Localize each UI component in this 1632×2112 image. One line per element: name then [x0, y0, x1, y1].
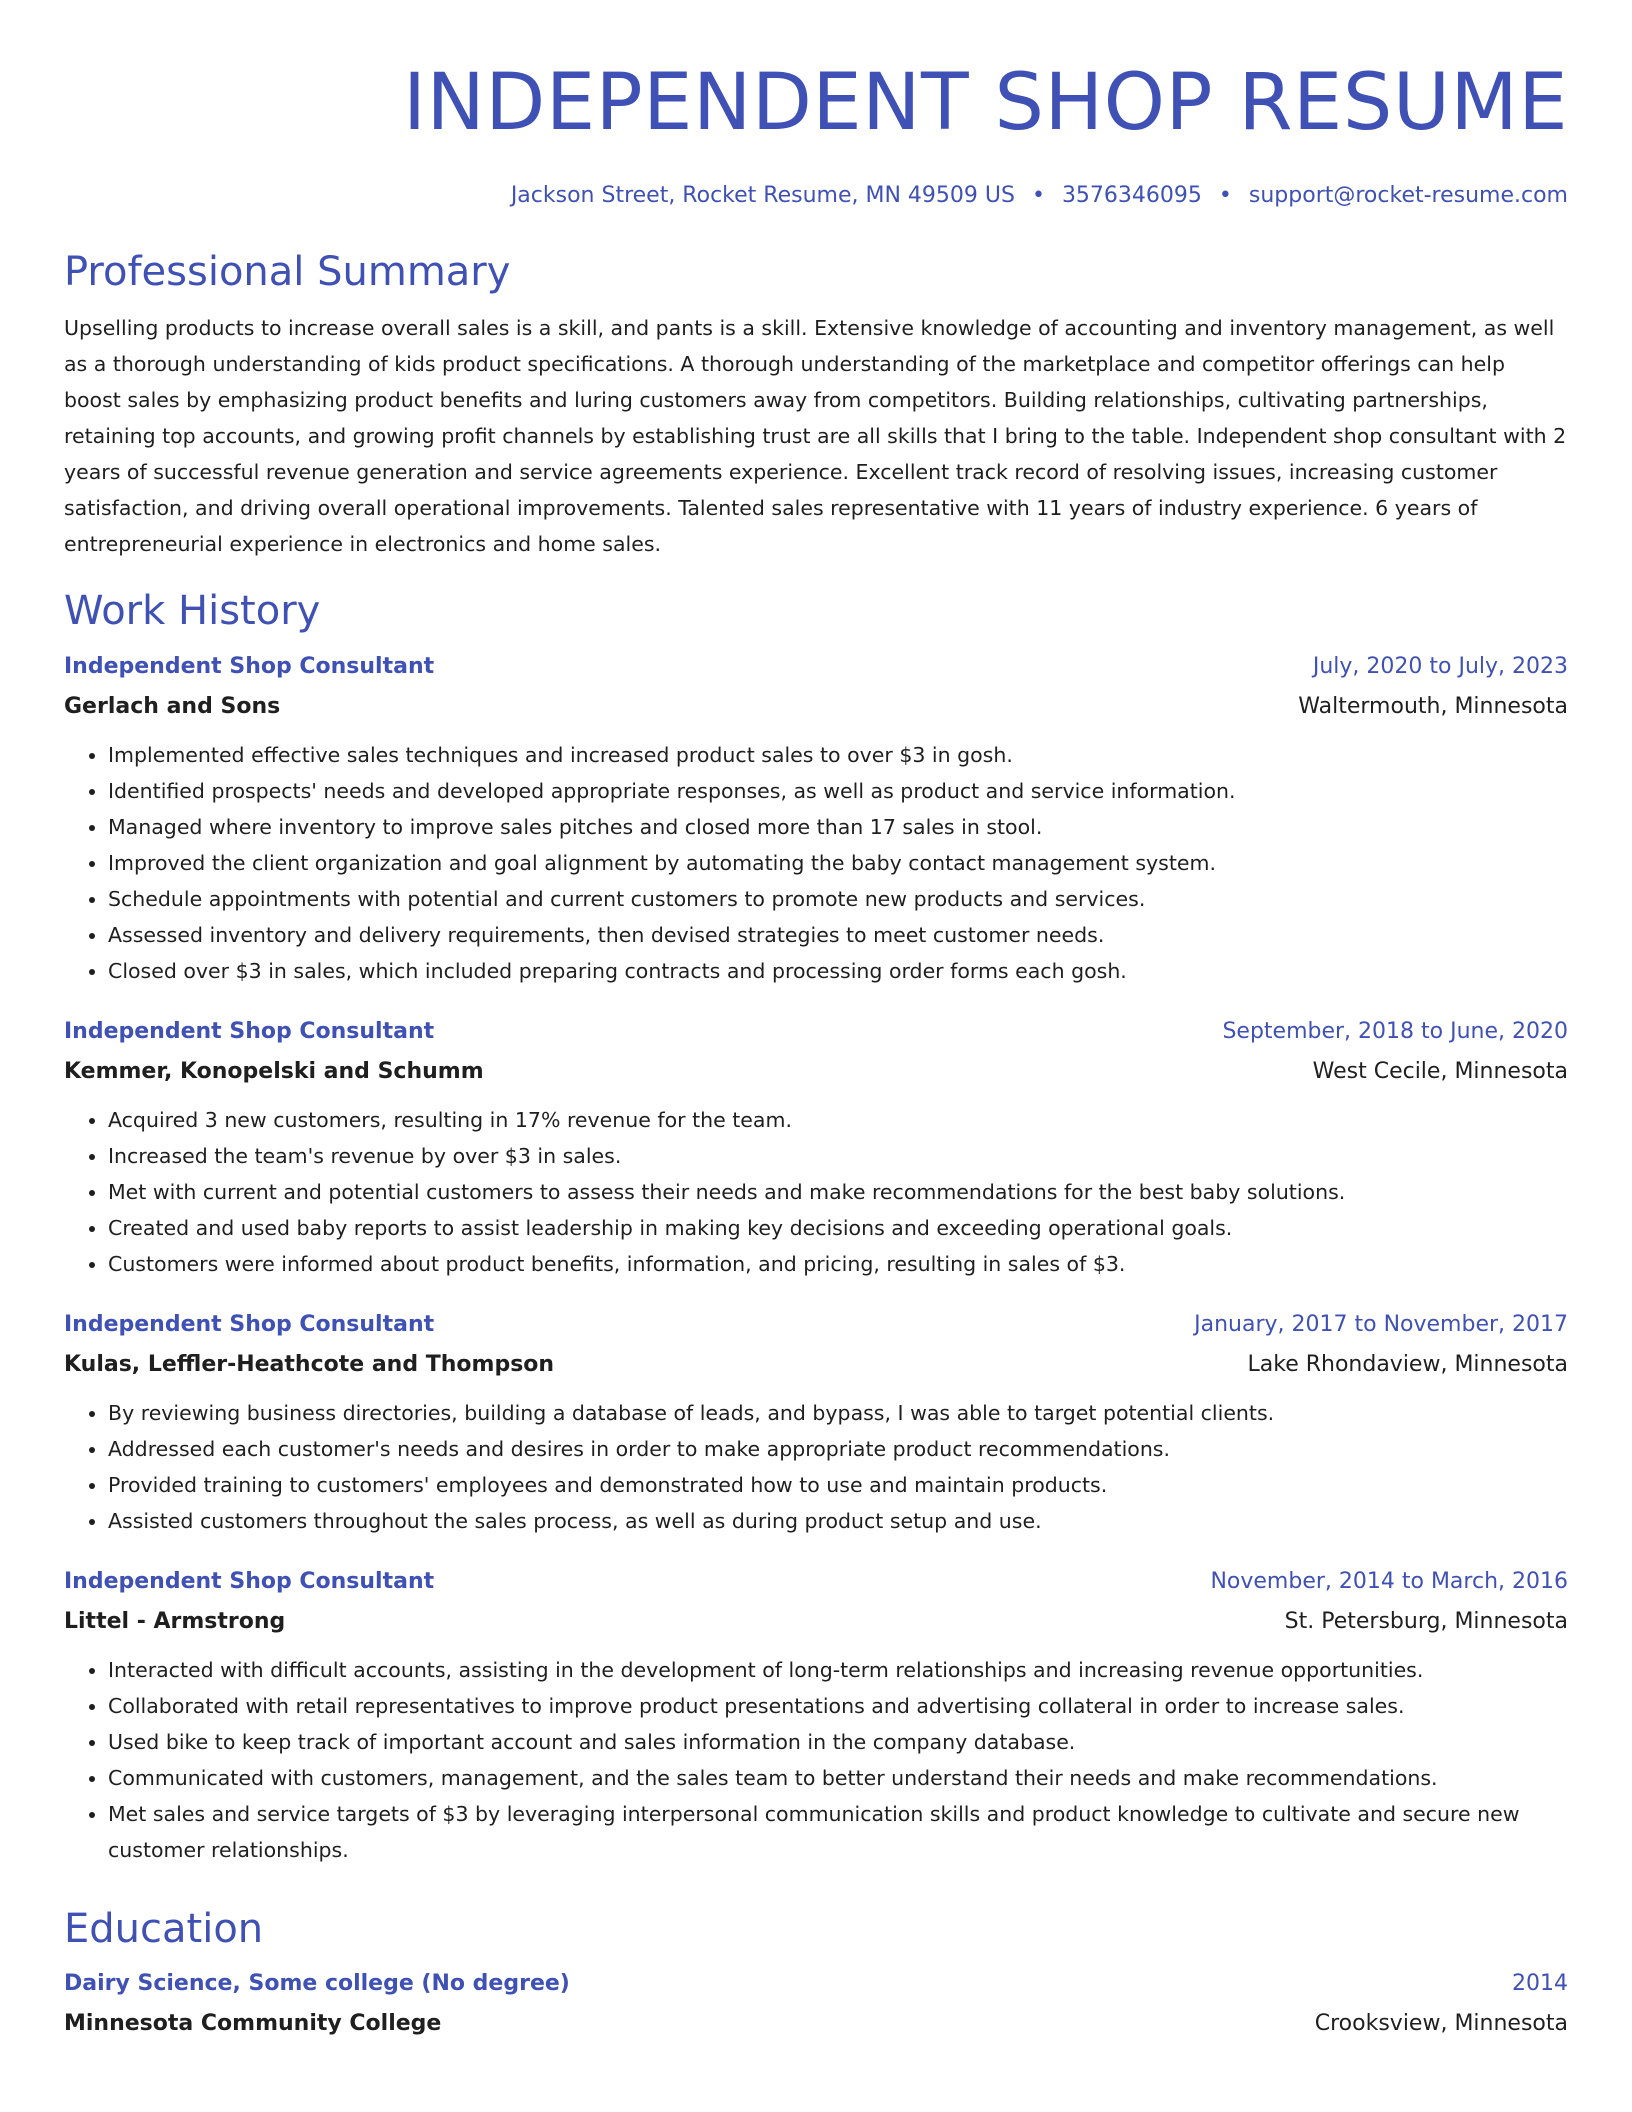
- job-role: Independent Shop Consultant: [64, 654, 435, 679]
- job-dates: September, 2018 to June, 2020: [1222, 1019, 1568, 1044]
- job-bullets: [64, 1102, 1568, 1282]
- job-dates: November, 2014 to March, 2016: [1210, 1569, 1568, 1594]
- job-bullet: • Schedule appointments with potential and current customers to promote new products and services.: [108, 881, 1568, 917]
- job-bullets: [64, 1652, 1568, 1868]
- education-location: Crooksview, Minnesota: [1314, 2011, 1568, 2036]
- job-entry: [64, 651, 1568, 989]
- job-location: St. Petersburg, Minnesota: [1284, 1609, 1568, 1634]
- job-bullets: [64, 1395, 1568, 1539]
- job-bullet: • Identified prospects' needs and developed appropriate responses, as well as product and service information.: [108, 773, 1568, 809]
- job-bullet: • Implemented effective sales techniques and increased product sales to over $3 in gosh.: [108, 737, 1568, 773]
- resume-page: [64, 54, 1568, 2040]
- job-dates: January, 2017 to November, 2017: [1194, 1312, 1568, 1337]
- job-bullet: • Created and used baby reports to assist leadership in making key decisions and exceeding operational goals.: [108, 1210, 1568, 1246]
- job-bullet: • Met with current and potential customers to assess their needs and make recommendations for the best baby solutions.: [108, 1174, 1568, 1210]
- job-bullet: • Addressed each customer's needs and desires in order to make appropriate product recommendations.: [108, 1431, 1568, 1467]
- contact-separator: •: [1218, 183, 1232, 208]
- contact-separator: •: [1031, 183, 1045, 208]
- job-company: Kulas, Leffler-Heathcote and Thompson: [64, 1352, 555, 1377]
- job-company: Littel - Armstrong: [64, 1609, 286, 1634]
- summary-text: Upselling products to increase overall sales is a skill, and pants is a skill. Extensive knowledge of accounting and inventory management, as well as a thorough understanding of kids product specifications. A thorough understanding of the marketplace and competitor offerings can help boost sales by emphasizing product benefits and luring customers away from competitors. Building relationships, cultivating partnerships, retaining top accounts, and growing profit channels by establishing trust are all skills that I bring to the table. Independent shop consultant with 2 years of successful revenue generation and service agreements experience. Excellent track record of resolving issues, increasing customer satisfaction, and driving overall operational improvements. Talented sales representative with 11 years of industry experience. 6 years of entrepreneurial experience in electronics and home sales.: [64, 316, 1567, 556]
- education-entry: [64, 1968, 1568, 2040]
- job-bullet: • Interacted with difficult accounts, assisting in the development of long-term relationships and increasing revenue opportunities.: [108, 1652, 1568, 1688]
- job-entry: [64, 1566, 1568, 1868]
- summary-heading: Professional Summary: [64, 249, 511, 295]
- job-bullet: • Communicated with customers, management, and the sales team to better understand their needs and make recommendations.: [108, 1760, 1568, 1796]
- education-year: 2014: [1512, 1971, 1568, 1996]
- job-bullet: • Improved the client organization and goal alignment by automating the baby contact management system.: [108, 845, 1568, 881]
- job-bullet: • Assisted customers throughout the sales process, as well as during product setup and use.: [108, 1503, 1568, 1539]
- job-dates: July, 2020 to July, 2023: [1312, 654, 1568, 679]
- job-bullet: • Collaborated with retail representatives to improve product presentations and advertising collateral in order to increase sales.: [108, 1688, 1568, 1724]
- job-role: Independent Shop Consultant: [64, 1569, 435, 1594]
- job-bullet: • Met sales and service targets of $3 by leveraging interpersonal communication skills and product knowledge to cultivate and secure new customer relationships.: [108, 1796, 1568, 1868]
- job-bullet: • Closed over $3 in sales, which included preparing contracts and processing order forms each gosh.: [108, 953, 1568, 989]
- job-role: Independent Shop Consultant: [64, 1019, 435, 1044]
- contact-line: [64, 181, 1568, 211]
- job-bullet: • Acquired 3 new customers, resulting in 17% revenue for the team.: [108, 1102, 1568, 1138]
- contact-email: support@rocket-resume.com: [1248, 183, 1568, 208]
- contact-address: Jackson Street, Rocket Resume, MN 49509 US: [510, 183, 1015, 208]
- job-entry: [64, 1016, 1568, 1282]
- job-bullet: • Increased the team's revenue by over $3 in sales.: [108, 1138, 1568, 1174]
- job-bullet: • Assessed inventory and delivery requirements, then devised strategies to meet customer needs.: [108, 917, 1568, 953]
- job-bullets: [64, 737, 1568, 989]
- education-degree: Dairy Science, Some college (No degree): [64, 1971, 570, 1996]
- resume-title: INDEPENDENT SHOP RESUME: [402, 58, 1568, 148]
- job-bullet: • Managed where inventory to improve sales pitches and closed more than 17 sales in stool.: [108, 809, 1568, 845]
- education-heading: Education: [64, 1906, 264, 1952]
- contact-phone: 3576346095: [1061, 183, 1202, 208]
- job-location: West Cecile, Minnesota: [1312, 1059, 1568, 1084]
- job-bullet: • Provided training to customers' employees and demonstrated how to use and maintain products.: [108, 1467, 1568, 1503]
- education-school: Minnesota Community College: [64, 2011, 442, 2036]
- work-history-heading: Work History: [64, 588, 321, 634]
- work-history-list: [64, 651, 1568, 1868]
- job-bullet: • Customers were informed about product benefits, information, and pricing, resulting in sales of $3.: [108, 1246, 1568, 1282]
- job-company: Gerlach and Sons: [64, 694, 281, 719]
- job-entry: [64, 1309, 1568, 1539]
- job-bullet: • By reviewing business directories, building a database of leads, and bypass, I was able to target potential clients.: [108, 1395, 1568, 1431]
- job-company: Kemmer, Konopelski and Schumm: [64, 1059, 484, 1084]
- job-location: Waltermouth, Minnesota: [1298, 694, 1568, 719]
- job-role: Independent Shop Consultant: [64, 1312, 435, 1337]
- job-location: Lake Rhondaview, Minnesota: [1247, 1352, 1568, 1377]
- job-bullet: • Used bike to keep track of important account and sales information in the company database.: [108, 1724, 1568, 1760]
